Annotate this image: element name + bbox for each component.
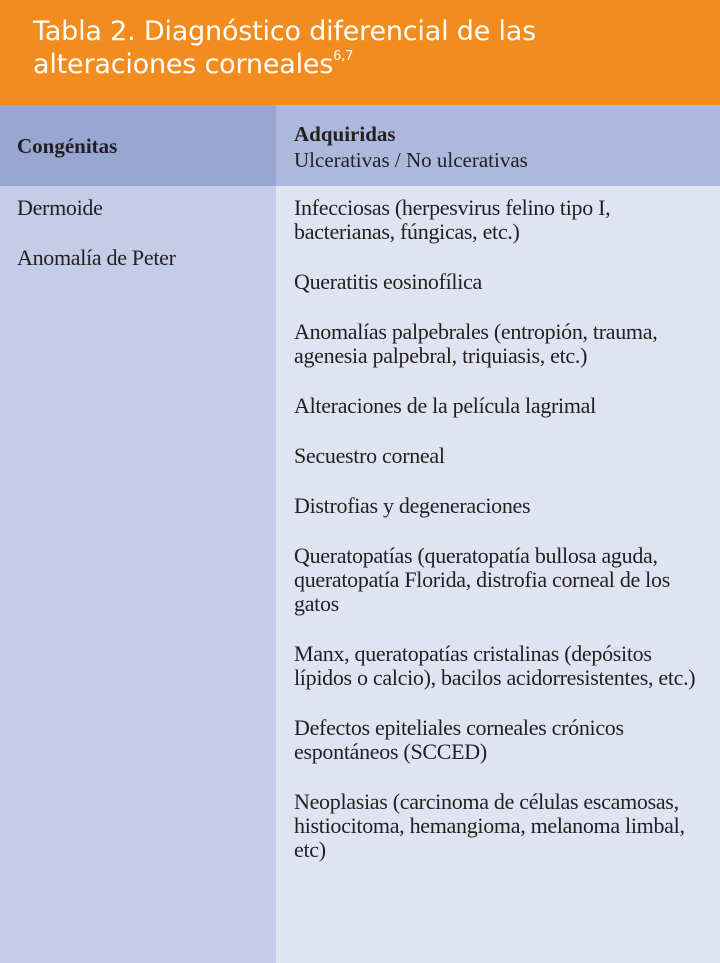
- table-header-row: [0, 105, 720, 186]
- congenitas-column: [0, 186, 276, 963]
- header-adquiridas-subheading: Ulcerativas / No ulcerativas: [294, 148, 528, 172]
- list-item: Queratopatías (queratopatía bullosa aguda, queratopatía Florida, distrofia corneal de los gatos: [294, 543, 670, 616]
- list-item: Anomalías palpebrales (entropión, trauma, agenesia palpebral, triquiasis, etc.): [294, 319, 658, 368]
- list-item: Queratitis eosinofílica: [294, 269, 482, 294]
- list-item: Infecciosas (herpesvirus felino tipo I, bacterianas, fúngicas, etc.): [294, 195, 611, 244]
- header-adquiridas-label: Adquiridas: [294, 122, 396, 146]
- list-item: Alteraciones de la película lagrimal: [294, 393, 596, 418]
- table-title-banner: [0, 0, 720, 105]
- table-title-text: Tabla 2. Diagnóstico diferencial de las alteraciones corneales: [33, 16, 536, 80]
- list-item: Secuestro corneal: [294, 443, 445, 468]
- list-item: Anomalía de Peter: [17, 245, 176, 270]
- list-item: Defectos epiteliales corneales crónicos espontáneos (SCCED): [294, 715, 624, 764]
- header-congenitas-label: Congénitas: [17, 133, 118, 158]
- list-item: Distrofias y degeneraciones: [294, 493, 531, 518]
- header-adquiridas: [276, 105, 720, 186]
- adquiridas-column: [276, 186, 720, 963]
- table-title: [33, 15, 673, 81]
- table-body: [0, 186, 720, 963]
- header-congenitas: [0, 105, 276, 186]
- list-item: Dermoide: [17, 195, 103, 220]
- title-citation: 6,7: [333, 49, 354, 64]
- list-item: Manx, queratopatías cristalinas (depósitos lípidos o calcio), bacilos acidorresistentes, etc.): [294, 641, 696, 690]
- list-item: Neoplasias (carcinoma de células escamosas, histiocitoma, hemangioma, melanoma limbal, etc): [294, 789, 685, 862]
